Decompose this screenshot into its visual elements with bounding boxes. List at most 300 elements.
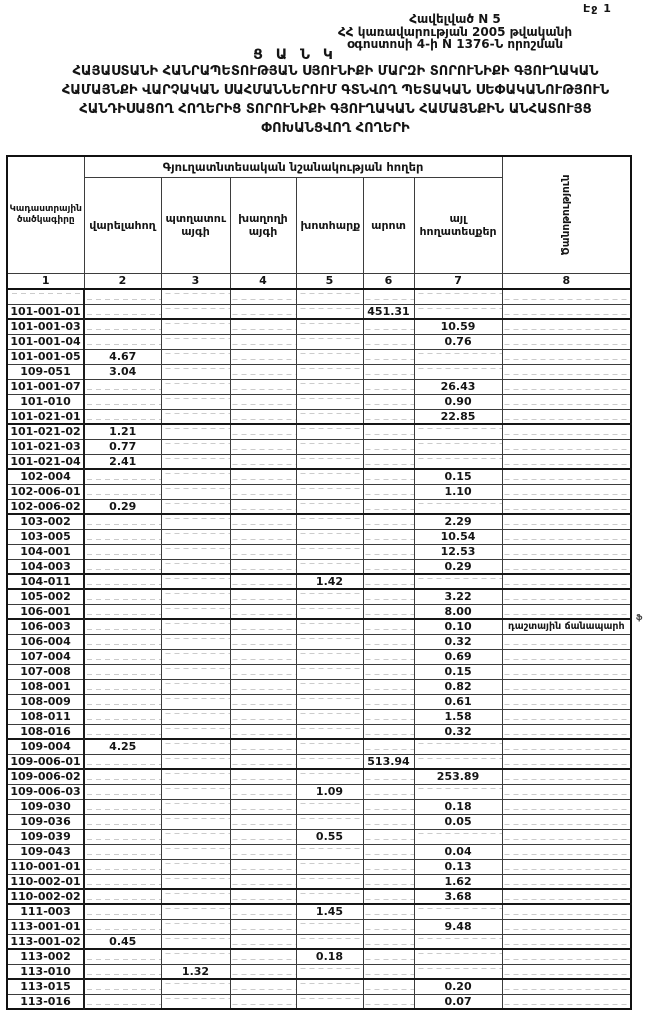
area-value-cell: 9.48 — [414, 919, 502, 934]
area-value-cell — [363, 829, 414, 844]
area-value-cell — [161, 784, 230, 799]
area-value-cell — [84, 529, 161, 544]
area-value-cell — [84, 469, 161, 484]
area-value-cell — [363, 814, 414, 829]
area-value-cell — [363, 349, 414, 364]
land-parcels-table — [6, 155, 632, 1010]
area-value-cell: 1.58 — [414, 709, 502, 724]
area-value-cell — [230, 334, 296, 349]
cadastral-code-cell: 109-051 — [7, 364, 84, 379]
note-cell — [502, 739, 631, 754]
cadastral-code-cell: 110-002-02 — [7, 889, 84, 904]
cadastral-code-cell: 109-030 — [7, 799, 84, 814]
area-value-cell — [414, 934, 502, 949]
area-value-cell — [363, 784, 414, 799]
cadastral-code-cell: 104-001 — [7, 544, 84, 559]
cadastral-code-cell: 101-001-01 — [7, 304, 84, 319]
area-value-cell — [84, 724, 161, 739]
cadastral-code-cell: 101-001-07 — [7, 379, 84, 394]
area-value-cell — [161, 694, 230, 709]
area-value-cell — [230, 724, 296, 739]
area-value-cell — [230, 679, 296, 694]
cadastral-code-cell: 107-008 — [7, 664, 84, 679]
area-value-cell — [230, 829, 296, 844]
area-value-cell — [414, 424, 502, 439]
area-value-cell — [161, 454, 230, 469]
area-value-cell — [363, 904, 414, 919]
column-header-orchard: պտղատու այգի — [161, 177, 230, 273]
area-value-cell — [414, 829, 502, 844]
area-value-cell — [161, 664, 230, 679]
column-header-pasture: արոտ — [363, 177, 414, 273]
government-line: ՀՀ կառավարության 2005 թվականի — [337, 24, 573, 39]
cadastral-code-cell: 109-039 — [7, 829, 84, 844]
area-value-cell — [363, 559, 414, 574]
area-value-cell — [84, 649, 161, 664]
cadastral-code-cell: 104-003 — [7, 559, 84, 574]
table-row — [7, 859, 631, 874]
area-value-cell — [161, 379, 230, 394]
area-value-cell — [84, 604, 161, 619]
note-cell — [502, 709, 631, 724]
table-row — [7, 499, 631, 514]
area-value-cell — [161, 769, 230, 784]
area-value-cell — [363, 964, 414, 979]
area-value-cell — [296, 439, 363, 454]
table-row — [7, 964, 631, 979]
table-row — [7, 679, 631, 694]
area-value-cell — [363, 844, 414, 859]
cadastral-code-cell: 109-006-02 — [7, 769, 84, 784]
area-value-cell — [363, 724, 414, 739]
table-row — [7, 334, 631, 349]
area-value-cell — [161, 844, 230, 859]
area-value-cell — [414, 739, 502, 754]
area-value-cell — [84, 574, 161, 589]
area-value-cell — [363, 469, 414, 484]
area-value-cell — [363, 289, 414, 304]
table-row — [7, 934, 631, 949]
area-value-cell — [296, 304, 363, 319]
note-cell — [502, 469, 631, 484]
decision-line: օգոստոսի 4-ի N 1376-Ն որոշման — [346, 37, 564, 51]
area-value-cell: 4.67 — [84, 349, 161, 364]
table-header — [7, 156, 631, 289]
area-value-cell: 1.09 — [296, 784, 363, 799]
table-row — [7, 769, 631, 784]
title-line: ՓՈԽԱՆՑՎՈՂ ՀՈՂԵՐԻ — [261, 121, 410, 136]
area-value-cell — [230, 889, 296, 904]
cadastral-code-cell: 101-010 — [7, 394, 84, 409]
table-row — [7, 724, 631, 739]
area-value-cell — [414, 754, 502, 769]
area-value-cell — [230, 859, 296, 874]
agricultural-lands-group-header: Գյուղատնտեսական նշանակության հողեր — [84, 156, 502, 177]
area-value-cell — [363, 544, 414, 559]
note-cell — [502, 814, 631, 829]
area-value-cell — [414, 784, 502, 799]
area-value-cell — [230, 949, 296, 964]
area-value-cell: 3.68 — [414, 889, 502, 904]
area-value-cell — [296, 754, 363, 769]
area-value-cell — [230, 904, 296, 919]
area-value-cell — [296, 994, 363, 1009]
table-row — [7, 304, 631, 319]
area-value-cell — [363, 514, 414, 529]
table-row — [7, 364, 631, 379]
note-cell — [502, 964, 631, 979]
area-value-cell — [414, 904, 502, 919]
table-row — [7, 454, 631, 469]
area-value-cell — [296, 679, 363, 694]
table-body — [7, 289, 631, 1009]
area-value-cell — [363, 379, 414, 394]
area-value-cell — [161, 829, 230, 844]
area-value-cell — [230, 499, 296, 514]
area-value-cell — [363, 949, 414, 964]
area-value-cell: 3.04 — [84, 364, 161, 379]
table-row — [7, 424, 631, 439]
table-row — [7, 544, 631, 559]
table-row — [7, 784, 631, 799]
area-value-cell — [161, 739, 230, 754]
area-value-cell — [84, 769, 161, 784]
title-line: ՀԱՄԱՅՆՔԻ ՎԱՐՉԱԿԱՆ ՍԱՀՄԱՆՆԵՐՈՒՄ ԳՏՆՎՈՂ ՊԵՏԱԿԱՆ ՍԵՓԱԿԱՆՈՒԹՅՈՒՆ — [61, 83, 610, 98]
column-number-row — [7, 273, 631, 289]
area-value-cell — [296, 424, 363, 439]
note-cell — [502, 604, 631, 619]
area-value-cell — [414, 454, 502, 469]
table-row — [7, 694, 631, 709]
area-value-cell — [84, 994, 161, 1009]
note-cell — [502, 979, 631, 994]
area-value-cell — [161, 994, 230, 1009]
area-value-cell — [414, 289, 502, 304]
area-value-cell — [161, 979, 230, 994]
area-value-cell — [161, 874, 230, 889]
cadastral-code-cell: 110-001-01 — [7, 859, 84, 874]
table-row — [7, 799, 631, 814]
area-value-cell — [363, 604, 414, 619]
area-value-cell: 1.21 — [84, 424, 161, 439]
area-value-cell — [296, 319, 363, 334]
area-value-cell — [84, 829, 161, 844]
column-number: 8 — [502, 273, 631, 289]
area-value-cell — [414, 949, 502, 964]
table-row — [7, 439, 631, 454]
table-row — [7, 319, 631, 334]
cadastral-code-cell: 104-011 — [7, 574, 84, 589]
table-row — [7, 919, 631, 934]
note-cell — [502, 679, 631, 694]
area-value-cell — [161, 859, 230, 874]
table-row — [7, 829, 631, 844]
area-value-cell — [230, 769, 296, 784]
area-value-cell — [363, 454, 414, 469]
note-cell — [502, 904, 631, 919]
area-value-cell — [296, 484, 363, 499]
area-value-cell — [296, 544, 363, 559]
area-value-cell — [161, 904, 230, 919]
area-value-cell — [363, 679, 414, 694]
area-value-cell — [161, 574, 230, 589]
note-cell — [502, 544, 631, 559]
stray-mark: ֆ — [636, 613, 643, 622]
area-value-cell — [84, 634, 161, 649]
area-value-cell — [296, 979, 363, 994]
area-value-cell: 0.82 — [414, 679, 502, 694]
note-cell — [502, 844, 631, 859]
cadastral-code-header: Կադաստրային ծածկագիրը — [7, 156, 84, 273]
note-cell — [502, 379, 631, 394]
area-value-cell: 0.10 — [414, 619, 502, 634]
note-cell — [502, 304, 631, 319]
cadastral-code-cell: 107-004 — [7, 649, 84, 664]
area-value-cell: 0.29 — [84, 499, 161, 514]
area-value-cell — [84, 694, 161, 709]
area-value-cell — [84, 544, 161, 559]
cadastral-code-cell: 106-004 — [7, 634, 84, 649]
area-value-cell: 4.25 — [84, 739, 161, 754]
note-header-cell — [502, 156, 631, 273]
area-value-cell — [161, 604, 230, 619]
note-cell — [502, 424, 631, 439]
area-value-cell — [296, 649, 363, 664]
area-value-cell — [296, 739, 363, 754]
area-value-cell — [230, 919, 296, 934]
table-row — [7, 844, 631, 859]
area-value-cell — [161, 289, 230, 304]
area-value-cell: 2.41 — [84, 454, 161, 469]
area-value-cell — [84, 859, 161, 874]
group-header-row — [7, 156, 631, 177]
area-value-cell: 1.32 — [161, 964, 230, 979]
cadastral-code-cell: 101-021-01 — [7, 409, 84, 424]
document-title — [0, 62, 671, 138]
area-value-cell — [84, 619, 161, 634]
area-value-cell: 10.54 — [414, 529, 502, 544]
area-value-cell — [161, 409, 230, 424]
area-value-cell — [230, 664, 296, 679]
area-value-cell — [363, 364, 414, 379]
area-value-cell: 0.20 — [414, 979, 502, 994]
area-value-cell — [296, 919, 363, 934]
area-value-cell — [161, 634, 230, 649]
area-value-cell: 1.45 — [296, 904, 363, 919]
cadastral-code-cell: 102-006-02 — [7, 499, 84, 514]
area-value-cell — [296, 559, 363, 574]
area-value-cell — [296, 934, 363, 949]
table-row — [7, 979, 631, 994]
note-cell — [502, 934, 631, 949]
cadastral-code-cell: 109-006-03 — [7, 784, 84, 799]
area-value-cell — [414, 574, 502, 589]
area-value-cell: 0.76 — [414, 334, 502, 349]
area-value-cell — [296, 364, 363, 379]
area-value-cell — [296, 634, 363, 649]
area-value-cell — [161, 304, 230, 319]
area-value-cell — [230, 754, 296, 769]
cadastral-code-cell: 109-006-01 — [7, 754, 84, 769]
area-value-cell — [296, 964, 363, 979]
area-value-cell — [414, 499, 502, 514]
cadastral-code-cell: 113-001-01 — [7, 919, 84, 934]
table-row — [7, 889, 631, 904]
area-value-cell — [230, 514, 296, 529]
cadastral-code-cell: 105-002 — [7, 589, 84, 604]
area-value-cell — [296, 604, 363, 619]
area-value-cell — [84, 334, 161, 349]
area-value-cell — [230, 874, 296, 889]
note-cell — [502, 694, 631, 709]
note-cell — [502, 559, 631, 574]
area-value-cell — [230, 574, 296, 589]
note-cell — [502, 859, 631, 874]
area-value-cell — [363, 499, 414, 514]
area-value-cell — [296, 694, 363, 709]
note-cell — [502, 949, 631, 964]
cadastral-code-cell: 113-002 — [7, 949, 84, 964]
area-value-cell — [161, 619, 230, 634]
area-value-cell: 0.90 — [414, 394, 502, 409]
area-value-cell: 0.07 — [414, 994, 502, 1009]
area-value-cell — [84, 379, 161, 394]
area-value-cell — [230, 589, 296, 604]
note-cell — [502, 784, 631, 799]
table-row — [7, 379, 631, 394]
area-value-cell — [296, 709, 363, 724]
column-header-arable: վարելահող — [84, 177, 161, 273]
area-value-cell — [296, 394, 363, 409]
area-value-cell: 513.94 — [363, 754, 414, 769]
area-value-cell: 0.18 — [296, 949, 363, 964]
area-value-cell — [161, 814, 230, 829]
area-value-cell: 10.59 — [414, 319, 502, 334]
cadastral-code-cell: 101-001-03 — [7, 319, 84, 334]
area-value-cell: 0.32 — [414, 724, 502, 739]
column-number: 6 — [363, 273, 414, 289]
area-value-cell — [230, 844, 296, 859]
area-value-cell — [84, 919, 161, 934]
cadastral-code-cell: 110-002-01 — [7, 874, 84, 889]
column-number: 2 — [84, 273, 161, 289]
area-value-cell — [161, 559, 230, 574]
table-row — [7, 394, 631, 409]
area-value-cell — [161, 679, 230, 694]
area-value-cell — [230, 739, 296, 754]
note-cell — [502, 589, 631, 604]
area-value-cell — [363, 319, 414, 334]
table-row — [7, 589, 631, 604]
note-cell — [502, 829, 631, 844]
area-value-cell — [161, 934, 230, 949]
area-value-cell — [296, 469, 363, 484]
area-value-cell — [363, 589, 414, 604]
title-line: ՀԱՅԱՍՏԱՆԻ ՀԱՆՐԱՊԵՏՈՒԹՅԱՆ ՍՅՈՒՆԻՔԻ ՄԱՐԶԻ ՏՈՐՈՒՆԻՔԻ ԳՅՈՒՂԱԿԱՆ — [72, 64, 599, 79]
note-cell — [502, 499, 631, 514]
area-value-cell — [230, 364, 296, 379]
area-value-cell — [161, 334, 230, 349]
list-heading: Ց Ա Ն Կ — [253, 47, 337, 63]
cadastral-code-cell: 113-001-02 — [7, 934, 84, 949]
area-value-cell — [84, 559, 161, 574]
area-value-cell — [363, 529, 414, 544]
area-value-cell — [296, 769, 363, 784]
appendix-line: Հավելված N 5 — [409, 12, 501, 26]
area-value-cell: 0.69 — [414, 649, 502, 664]
area-value-cell: 8.00 — [414, 604, 502, 619]
area-value-cell — [84, 844, 161, 859]
area-value-cell — [363, 619, 414, 634]
area-value-cell — [161, 499, 230, 514]
area-value-cell: 1.62 — [414, 874, 502, 889]
area-value-cell: 0.77 — [84, 439, 161, 454]
area-value-cell — [363, 649, 414, 664]
table-row — [7, 664, 631, 679]
cadastral-code-cell: 101-021-04 — [7, 454, 84, 469]
area-value-cell — [296, 409, 363, 424]
area-value-cell — [161, 799, 230, 814]
area-value-cell — [230, 484, 296, 499]
note-cell — [502, 994, 631, 1009]
area-value-cell — [230, 649, 296, 664]
cadastral-code-cell: 113-010 — [7, 964, 84, 979]
note-cell — [502, 634, 631, 649]
area-value-cell — [363, 634, 414, 649]
column-number: 1 — [7, 273, 84, 289]
area-value-cell: 26.43 — [414, 379, 502, 394]
area-value-cell: 0.15 — [414, 469, 502, 484]
area-value-cell — [161, 889, 230, 904]
cadastral-code-cell: 101-021-02 — [7, 424, 84, 439]
area-value-cell — [230, 784, 296, 799]
area-value-cell — [414, 349, 502, 364]
area-value-cell — [161, 469, 230, 484]
area-value-cell — [230, 424, 296, 439]
area-value-cell: 0.61 — [414, 694, 502, 709]
cadastral-code-cell: 113-015 — [7, 979, 84, 994]
area-value-cell — [161, 544, 230, 559]
area-value-cell: 451.31 — [363, 304, 414, 319]
column-header-vineyard: խաղողի այգի — [230, 177, 296, 273]
area-value-cell — [161, 754, 230, 769]
area-value-cell: 253.89 — [414, 769, 502, 784]
area-value-cell — [296, 349, 363, 364]
cadastral-code-cell: 113-016 — [7, 994, 84, 1009]
area-value-cell — [230, 934, 296, 949]
area-value-cell — [363, 709, 414, 724]
area-value-cell — [161, 394, 230, 409]
area-value-cell: 0.15 — [414, 664, 502, 679]
table-row — [7, 514, 631, 529]
column-number: 7 — [414, 273, 502, 289]
cadastral-code-cell: 108-009 — [7, 694, 84, 709]
area-value-cell — [230, 799, 296, 814]
area-value-cell — [84, 799, 161, 814]
column-number: 5 — [296, 273, 363, 289]
cadastral-code-cell: 109-036 — [7, 814, 84, 829]
cadastral-code-cell: 103-005 — [7, 529, 84, 544]
area-value-cell — [84, 409, 161, 424]
area-value-cell — [230, 544, 296, 559]
area-value-cell — [84, 484, 161, 499]
area-value-cell — [363, 439, 414, 454]
area-value-cell — [230, 469, 296, 484]
area-value-cell — [230, 604, 296, 619]
area-value-cell — [296, 664, 363, 679]
area-value-cell — [84, 514, 161, 529]
area-value-cell — [84, 709, 161, 724]
